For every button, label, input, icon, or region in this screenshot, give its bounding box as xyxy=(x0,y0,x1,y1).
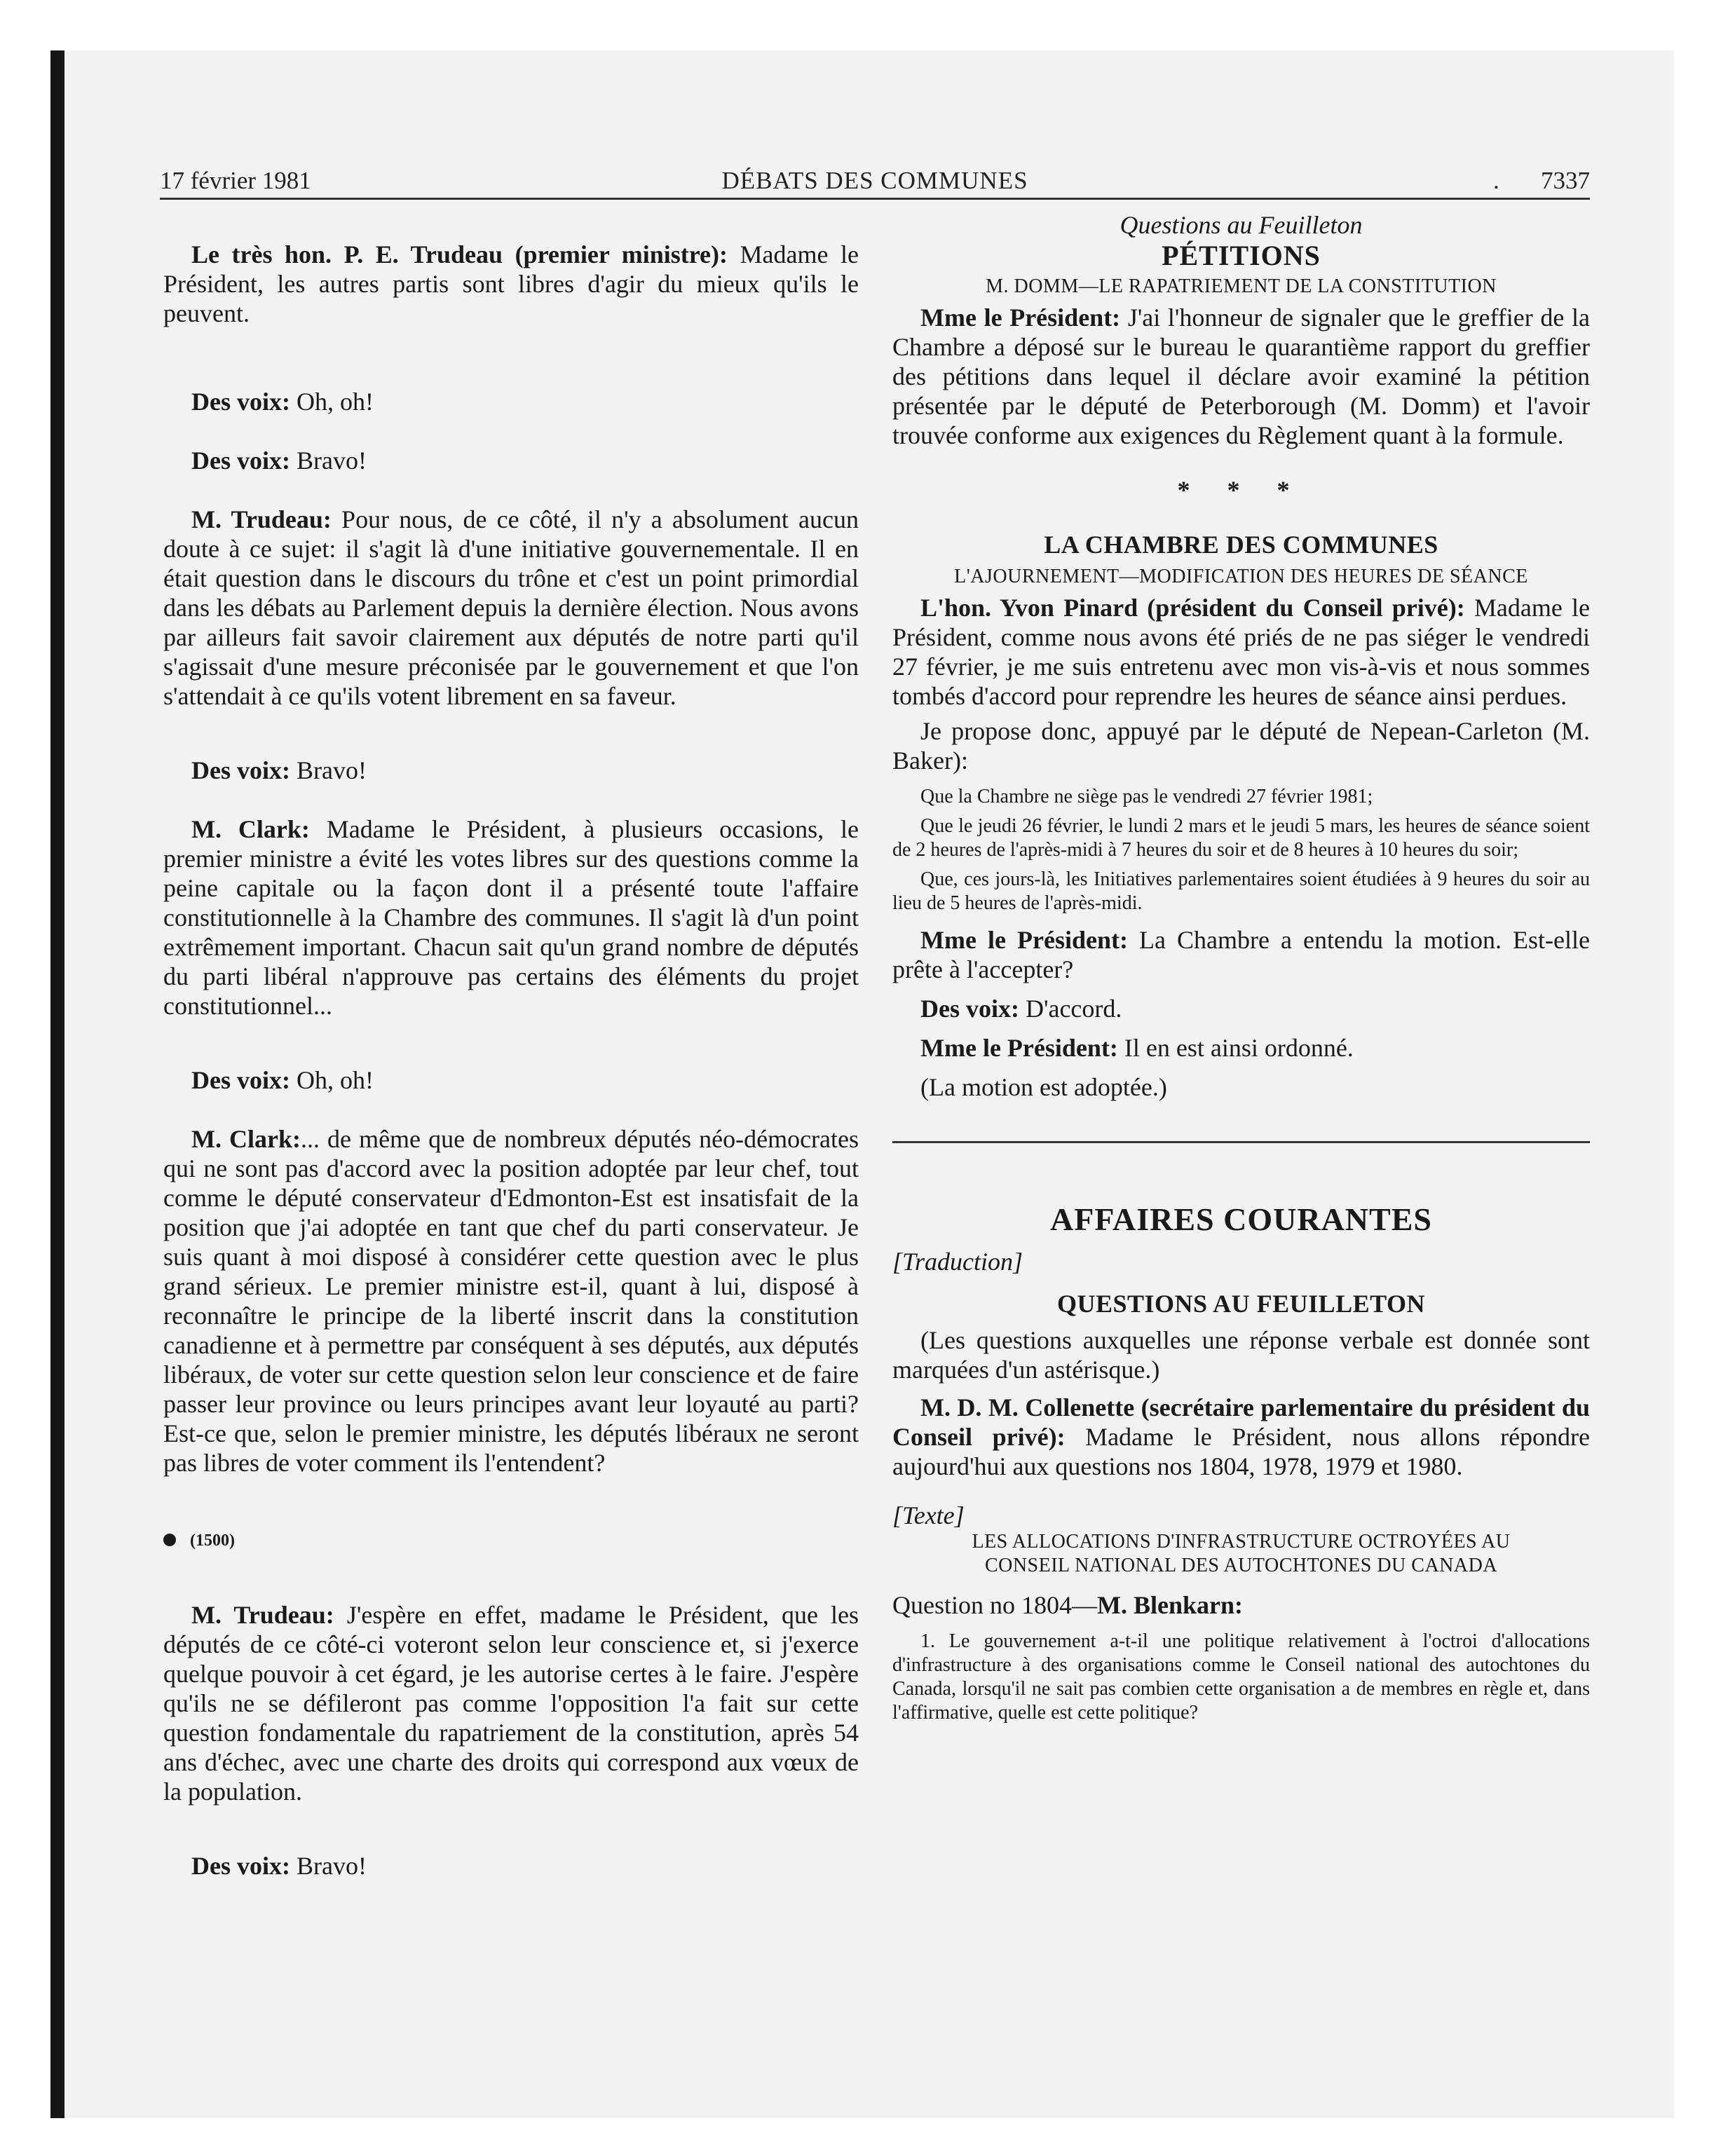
paragraph-president-2 xyxy=(892,925,1590,984)
speaker-name: Des voix: xyxy=(191,1066,290,1094)
speech-text: Bravo! xyxy=(290,446,367,475)
bullet-icon xyxy=(163,1534,176,1546)
paragraph-trudeau-1 xyxy=(163,240,859,328)
speech-text: Bravo! xyxy=(290,1852,367,1880)
petitions-subheading: M. DOMM—LE RAPATRIEMENT DE LA CONSTITUTION xyxy=(986,275,1497,297)
speech-text: Madame le Président, nous allons répondre aujourd'hui aux questions nos 1804, 1978, 1979 et 1980. xyxy=(892,1423,1591,1480)
header-title: DÉBATS DES COMMUNES xyxy=(721,167,1028,194)
speaker-name: M. Trudeau: xyxy=(191,1601,334,1629)
speaker-name: Le très hon. P. E. Trudeau (premier ministre): xyxy=(191,240,728,268)
paragraph-collenette xyxy=(892,1393,1590,1481)
paragraph-president-1 xyxy=(892,303,1590,450)
paragraph-voices-agree xyxy=(892,994,1590,1023)
speaker-name: Des voix: xyxy=(191,1852,290,1880)
texte-marker: [Texte] xyxy=(892,1501,965,1529)
speech-text: Madame le Président, à plusieurs occasions, le premier ministre a évité les votes libres sur des questions comme la peine capitale ou la façon dont il a présenté toute l'affaire constitutionnelle à la Chambre des communes. Il s'agit là d'un point extrêmement important. Chacun sait qu'un grand nombre de députés du parti libéral n'approuve pas certains des éléments du projet constitutionnel... xyxy=(163,815,859,1020)
section-rule xyxy=(892,1141,1590,1143)
paragraph-voices-5 xyxy=(163,1851,859,1881)
speech-text: Madame le Président, les autres partis sont libres d'agir du mieux qu'ils le peuvent. xyxy=(163,240,859,327)
scan-edge-bar xyxy=(50,50,64,2118)
paragraph-pinard xyxy=(892,593,1590,711)
time-mark-text: (1500) xyxy=(190,1531,235,1550)
speech-text: J'espère en effet, madame le Président, que les députés de ce côté-ci voteront selon leur conscience et, si j'exerce quelque pouvoir à cet égard, je les autorise certes à le faire. J'espère qu'ils ne se défileront pas comme l'opposition l'a fait sur cette question fondamentale du rapatriement de la constitution, après 54 ans d'échec, avec une charte des droits qui correspond aux vœux de la population. xyxy=(163,1601,859,1806)
motion-clause-2: Que le jeudi 26 février, le lundi 2 mars et le jeudi 5 mars, les heures de séance soient de 2 heures de l'après-midi à 7 heures du soir et de 8 heures à 10 heures du soir; xyxy=(892,815,1590,861)
header-rule xyxy=(160,198,1590,200)
speech-text: D'accord. xyxy=(1019,995,1122,1023)
house-subheading: L'AJOURNEMENT—MODIFICATION DES HEURES DE SÉANCE xyxy=(954,566,1528,587)
paragraph-motion-adopted: (La motion est adoptée.) xyxy=(920,1073,1167,1101)
allocations-heading-line-1: LES ALLOCATIONS D'INFRASTRUCTURE OCTROYÉES AU xyxy=(972,1531,1511,1553)
allocations-heading-line-2: CONSEIL NATIONAL DES AUTOCHTONES DU CANADA xyxy=(984,1555,1498,1576)
affaires-heading: AFFAIRES COURANTES xyxy=(1050,1201,1432,1237)
speech-text: La Chambre a entendu la motion. Est-elle prête à l'accepter? xyxy=(892,926,1590,983)
speech-text: Oh, oh! xyxy=(290,388,374,416)
page-header xyxy=(160,165,1590,196)
speaker-name: M. Trudeau: xyxy=(191,505,332,533)
paragraph-president-3 xyxy=(892,1033,1590,1063)
paragraph-trudeau-3 xyxy=(163,1600,859,1806)
paragraph-voices-3 xyxy=(163,756,859,785)
question-heading xyxy=(892,1590,1590,1620)
speaker-name: Mme le Président: xyxy=(920,926,1128,954)
question-item-1: 1. Le gouvernement a-t-il une politique relativement à l'octroi d'allocations d'infrastructure à des organisations comme le Conseil national des autochtones du Canada, lorsqu'il ne sait pas combien cette organisation a de membres en règle et, dans l'affirmative, quelle est cette politique? xyxy=(892,1630,1590,1724)
speech-text: Oh, oh! xyxy=(290,1066,374,1094)
traduction-marker: [Traduction] xyxy=(892,1248,1023,1276)
petitions-heading: PÉTITIONS xyxy=(1162,240,1321,271)
speech-text: Il en est ainsi ordonné. xyxy=(1117,1034,1354,1062)
section-separator: * * * xyxy=(1177,476,1305,504)
speech-text: J'ai l'honneur de signaler que le greffier de la Chambre a déposé sur le bureau le quarantième rapport du greffier des pétitions dans lequel il déclare avoir examiné la pétition présentée par le député de Peterborough (M. Domm) et l'avoir trouvée conforme aux exigences du Règlement quant à la formule. xyxy=(892,303,1590,449)
paragraph-questions-note: (Les questions auxquelles une réponse verbale est donnée sont marquées d'un astérisque.) xyxy=(892,1326,1590,1384)
speaker-name: Des voix: xyxy=(191,388,290,416)
paragraph-voices-2 xyxy=(163,446,859,475)
motion-clause-1: Que la Chambre ne siège pas le vendredi 27 février 1981; xyxy=(920,786,1373,807)
speech-text: Madame le Président, comme nous avons été priés de ne pas siéger le vendredi 27 février, je me suis entretenu avec mon vis-à-vis et nous sommes tombés d'accord pour reprendre les heures de séance ainsi perdues. xyxy=(892,594,1591,710)
question-label: Question no 1804— xyxy=(892,1591,1097,1619)
speech-text: Pour nous, de ce côté, il n'y a absolument aucun doute à ce sujet: il s'agit là d'une initiative gouvernementale. Il en était question dans le discours du trône et c'est un point primordial dans les débats au Parlement depuis la dernière élection. Nous avons par ailleurs fait savoir clairement aux députés de notre parti qu'il s'agissait d'une mesure préconisée par le gouvernement et que l'on s'attendait à ce qu'ils votent librement en sa faveur. xyxy=(163,505,859,710)
right-column xyxy=(892,210,1590,1725)
speaker-name: Des voix: xyxy=(191,756,290,784)
house-heading: LA CHAMBRE DES COMMUNES xyxy=(1044,531,1438,559)
speaker-name: Mme le Président: xyxy=(920,303,1121,332)
speaker-name: Mme le Président: xyxy=(920,1034,1118,1062)
speaker-name: M. Clark: xyxy=(191,1125,301,1153)
paragraph-clark-1 xyxy=(163,814,859,1021)
time-marker xyxy=(163,1522,859,1555)
question-author: M. Blenkarn: xyxy=(1097,1591,1244,1619)
motion-clause-3: Que, ces jours-là, les Initiatives parlementaires soient étudiées à 9 heures du soir au lieu de 5 heures de l'après-midi. xyxy=(892,868,1590,914)
speech-text: Bravo! xyxy=(290,756,367,784)
section-title-italic: Questions au Feuilleton xyxy=(1120,211,1363,239)
left-column xyxy=(163,210,859,1881)
paragraph-proposal: Je propose donc, appuyé par le député de Nepean-Carleton (M. Baker): xyxy=(892,717,1590,775)
speaker-name: Des voix: xyxy=(191,446,290,475)
speaker-name: M. Clark: xyxy=(191,815,310,843)
speaker-name: Des voix: xyxy=(920,995,1019,1023)
speaker-name: L'hon. Yvon Pinard (président du Conseil privé): xyxy=(920,594,1465,622)
header-date: 17 février 1981 xyxy=(160,167,311,194)
paragraph-voices-1 xyxy=(163,387,859,416)
paragraph-voices-4 xyxy=(163,1065,859,1095)
header-page-number: 7337 xyxy=(1541,167,1590,194)
paragraph-trudeau-2 xyxy=(163,505,859,711)
questions-heading: QUESTIONS AU FEUILLETON xyxy=(1057,1290,1425,1318)
header-dot: . xyxy=(1493,167,1499,194)
speech-text: ... de même que de nombreux députés néo-démocrates qui ne sont pas d'accord avec la position adoptée par leur chef, tout comme le député conservateur d'Edmonton-Est est insatisfait de la position que j'ai adoptée en tant que chef du parti conservateur. Je suis quant à moi disposé à considérer cette question avec le plus grand sérieux. Le premier ministre est-il, quant à lui, disposé à reconnaître le principe de la liberté inscrit dans la constitution canadienne et à permettre par conséquent à ses députés, aux députés libéraux, de voter sur cette question selon leur conscience et de faire passer leur province ou leurs principes avant leur loyauté au parti? Est-ce que, selon le premier ministre, les députés libéraux ne seront pas libres de voter comment ils l'entendent? xyxy=(163,1125,859,1477)
paragraph-clark-2 xyxy=(163,1124,859,1478)
speaker-name: M. D. M. Collenette (secrétaire parlementaire du président du Conseil privé): xyxy=(892,1393,1590,1451)
